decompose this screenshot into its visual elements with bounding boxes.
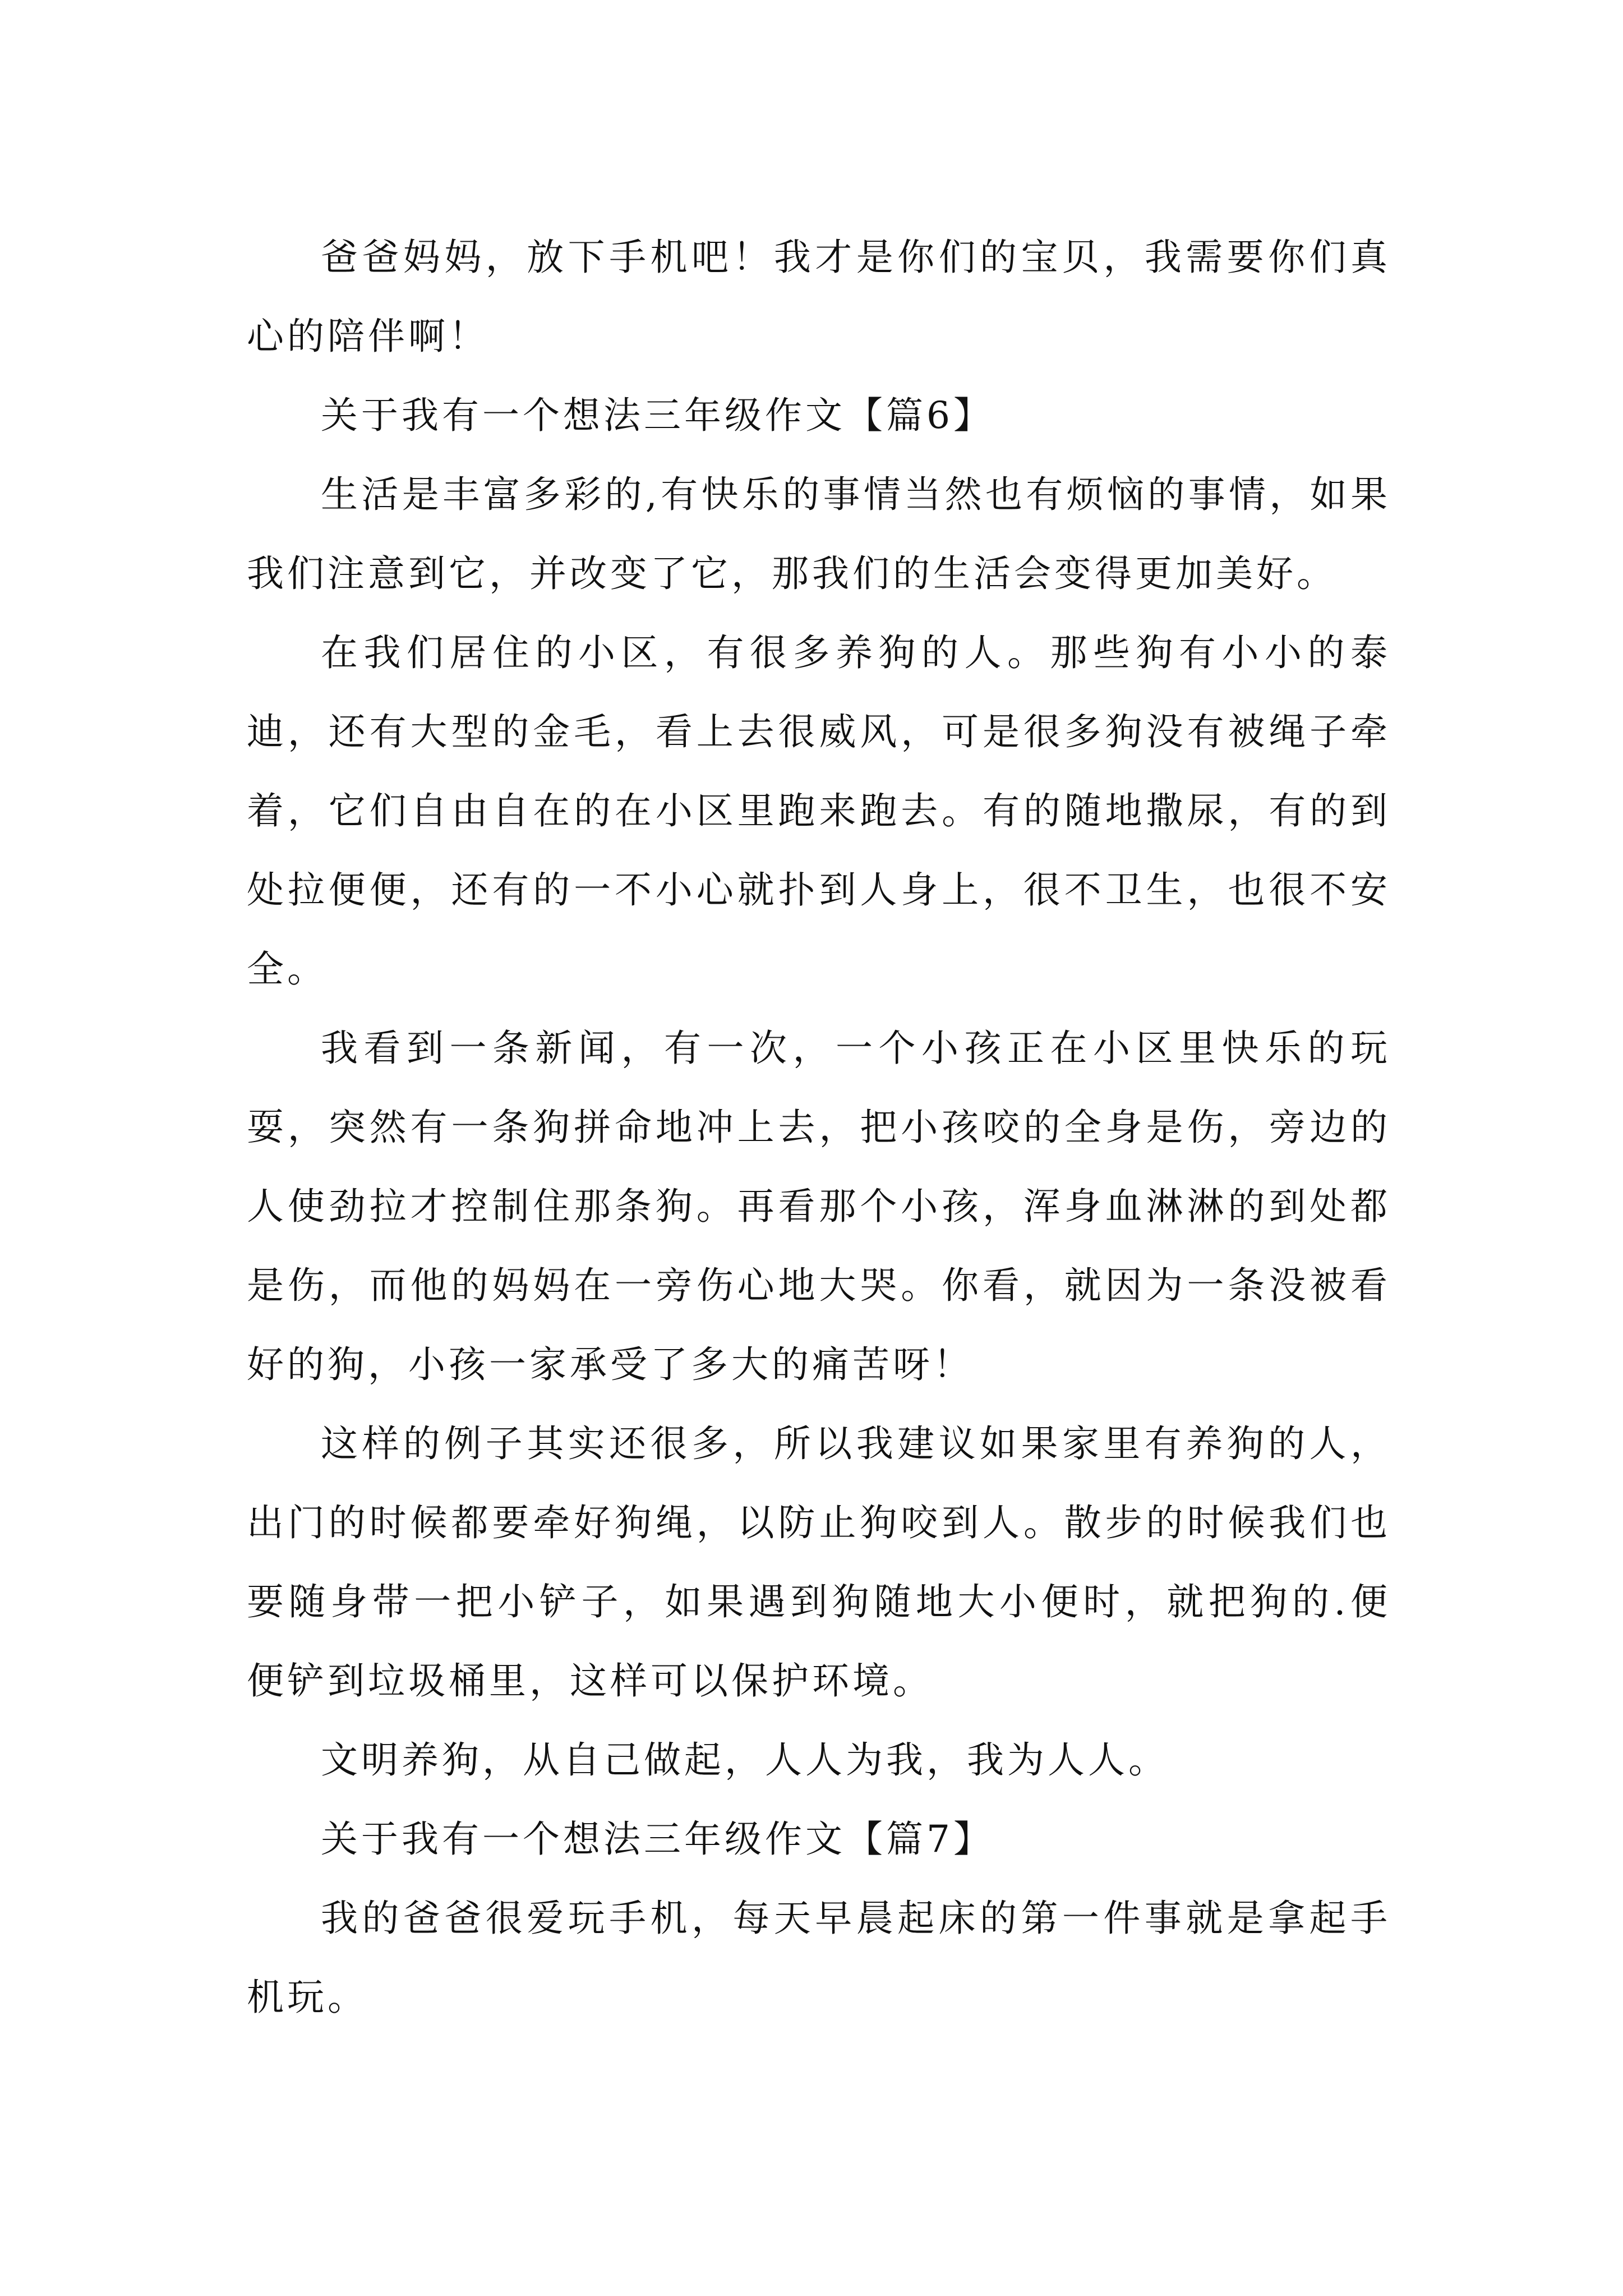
paragraph: 这样的例子其实还很多，所以我建议如果家里有养狗的人，出门的时候都要牵好狗绳，以防止狗咬到人。散步的时候我们也要随身带一把小铲子，如果遇到狗随地大小便时，就把狗的.便便铲到垃圾桶里，这样可以保护环境。 xyxy=(247,1422,1391,1703)
paragraph: 在我们居住的小区，有很多养狗的人。那些狗有小小的泰迪，还有大型的金毛，看上去很威风，可是很多狗没有被绳子牵着，它们自由自在的在小区里跑来跑去。有的随地撒尿，有的到处拉便便，还有的一不小心就扑到人身上，很不卫生，也很不安全。 xyxy=(247,631,1391,991)
paragraph: 我的爸爸很爱玩手机，每天早晨起床的第一件事就是拿起手机玩。 xyxy=(247,1897,1391,2019)
section-heading: 关于我有一个想法三年级作文【篇6】 xyxy=(321,394,994,437)
paragraph: 生活是丰富多彩的,有快乐的事情当然也有烦恼的事情，如果我们注意到它，并改变了它，那我们的生活会变得更加美好。 xyxy=(247,473,1391,595)
paragraph: 文明养狗，从自己做起，人人为我，我为人人。 xyxy=(321,1738,1169,1782)
essay-body xyxy=(247,218,1391,2037)
paragraph: 我看到一条新闻，有一次，一个小孩正在小区里快乐的玩耍，突然有一条狗拼命地冲上去，把小孩咬的全身是伤，旁边的人使劲拉才控制住那条狗。再看那个小孩，浑身血淋淋的到处都是伤，而他的妈妈在一旁伤心地大哭。你看，就因为一条没被看好的狗，小孩一家承受了多大的痛苦呀！ xyxy=(247,1027,1391,1386)
paragraph: 爸爸妈妈，放下手机吧！我才是你们的宝贝，我需要你们真心的陪伴啊！ xyxy=(247,236,1391,358)
section-heading: 关于我有一个想法三年级作文【篇7】 xyxy=(321,1818,994,1861)
